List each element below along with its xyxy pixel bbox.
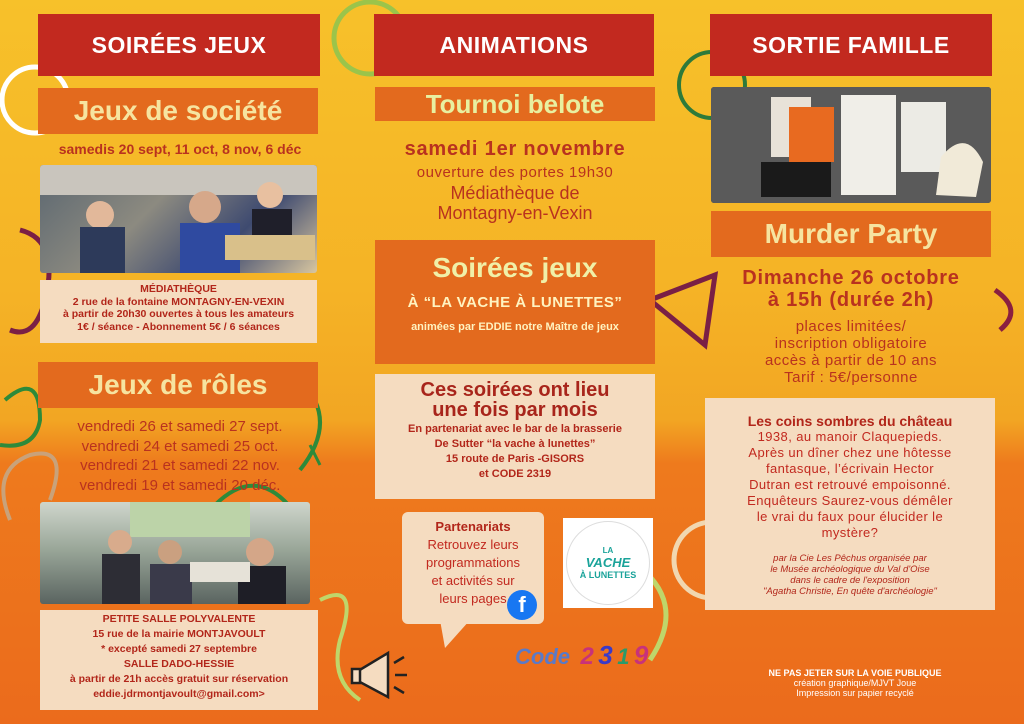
soirees-title: Soirées jeux	[432, 252, 598, 283]
title-tournoi-belote: Tournoi belote	[375, 87, 655, 121]
info-line: places limitées/	[795, 318, 907, 335]
mois-title: une fois par mois	[432, 399, 598, 421]
info-line: Montagny-en-Vexin	[437, 203, 593, 223]
soirees-place: À “LA VACHE À LUNETTES”	[407, 294, 623, 311]
logo-text: LA	[602, 546, 614, 555]
info-line: SALLE DADO-HESSIE	[123, 658, 235, 670]
info-line: à partir de 21h accès gratuit sur réservation	[69, 673, 289, 685]
photo-illustration	[40, 502, 310, 604]
story-credit	[705, 553, 995, 597]
header-soirees-jeux: SOIRÉES JEUX	[38, 14, 320, 76]
logo-text: 3	[598, 640, 613, 670]
info-line: eddie.jdrmontjavoult@gmail.com>	[93, 688, 265, 700]
date-line: à 15h (durée 2h)	[767, 289, 935, 311]
footer-line: NE PAS JETER SUR LA VOIE PUBLIQUE	[768, 668, 942, 678]
header-animations: ANIMATIONS	[374, 14, 654, 76]
roles-dates	[30, 417, 330, 495]
title-jeux-societe: Jeux de société	[38, 88, 318, 134]
info-line: Tarif : 5€/personne	[784, 369, 918, 386]
info-line: et CODE 2319	[478, 468, 552, 480]
text-line: leurs pages	[439, 591, 507, 606]
partners-title: Partenariats	[435, 519, 511, 534]
bubble-tail	[440, 620, 480, 650]
curl-decor	[995, 290, 1011, 330]
story-title: Les coins sombres du château	[747, 413, 953, 429]
text-line: Après un dîner chez une hôtesse	[748, 445, 952, 460]
date-line: vendredi 19 et samedi 20 déc.	[79, 476, 281, 494]
info-line: inscription obligatoire	[774, 335, 928, 352]
photo-jeux-societe	[40, 165, 317, 273]
societe-dates: samedis 20 sept, 11 oct, 8 nov, 6 déc	[58, 141, 302, 157]
mois-title: Ces soirées ont lieu	[420, 379, 610, 401]
text-line: 1938, au manoir Claquepieds.	[757, 429, 943, 444]
info-line: Médiathèque de	[450, 183, 580, 203]
info-line: PETITE SALLE POLYVALENTE	[102, 613, 256, 625]
credit-line: par la Cie Les Pêchus organisée par	[773, 553, 927, 564]
text-line: Enquêteurs Saurez-vous démêler	[747, 493, 953, 508]
date-line: vendredi 24 et samedi 25 oct.	[81, 437, 279, 455]
info-line: 15 rue de la mairie MONTJAVOULT	[92, 628, 266, 640]
logo-text: 1	[617, 644, 630, 669]
logo-text: À LUNETTES	[579, 570, 637, 580]
info-line: * excepté samedi 27 septembre	[101, 643, 257, 655]
murder-date	[705, 267, 997, 311]
megaphone-icon	[350, 645, 412, 707]
mois-box	[375, 374, 655, 499]
info-line: En partenariat avec le bar de la brasserie	[407, 423, 622, 435]
credit-line: "Agatha Christie, En quête d'archéologie"	[763, 586, 937, 597]
story-text	[705, 429, 995, 541]
societe-info-box	[40, 280, 317, 343]
text-line: fantasque, l’écrivain Hector	[766, 461, 934, 476]
date-line: Dimanche 26 octobre	[742, 267, 960, 289]
title-jeux-roles: Jeux de rôles	[38, 362, 318, 408]
info-line: ouverture des portes 19h30	[416, 164, 614, 181]
facebook-icon[interactable]: f	[507, 590, 537, 620]
murder-info	[705, 318, 997, 386]
date-line: vendredi 21 et samedi 22 nov.	[80, 457, 280, 474]
text-line: programmations	[426, 555, 520, 570]
text-line: et activités sur	[431, 573, 515, 588]
soirees-host: animées par EDDIE notre Maître de jeux	[411, 321, 619, 333]
info-line: MÉDIATHÈQUE	[140, 283, 217, 295]
vache-lunettes-logo	[563, 518, 653, 608]
date-line: vendredi 26 et samedi 27 sept.	[77, 418, 283, 435]
info-line: 2 rue de la fontaine MONTAGNY-EN-VEXIN	[72, 295, 285, 308]
info-line: à partir de 20h30 ouvertes à tous les amateurs	[62, 308, 295, 320]
info-line: 15 route de Paris -GISORS	[445, 453, 585, 465]
logo-text: VACHE	[585, 555, 631, 570]
credit-line: dans le cadre de l'exposition	[790, 575, 910, 586]
text-line: Dutran est retrouvé empoisonné.	[749, 477, 951, 492]
soirees-jeux-box	[375, 240, 655, 364]
roles-info-box	[40, 610, 318, 710]
photo-jeux-roles	[40, 502, 310, 604]
header-sortie-famille: SORTIE FAMILLE	[710, 14, 992, 76]
info-line: 1€ / séance - Abonnement 5€ / 6 séances	[77, 320, 280, 333]
logo-text: 2	[580, 643, 594, 670]
title-murder-party: Murder Party	[711, 211, 991, 257]
logo-text: Code	[515, 644, 570, 669]
footer-line: création graphique/MJVT Joue	[793, 678, 917, 688]
photo-illustration	[40, 165, 317, 273]
info-line: accès à partir de 10 ans	[764, 352, 938, 369]
belote-date: samedi 1er novembre	[404, 138, 626, 160]
info-line: De Sutter “la vache à lunettes”	[434, 438, 596, 450]
photo-murder-party	[711, 87, 991, 203]
footer-notice	[755, 668, 955, 698]
photo-illustration	[711, 87, 991, 203]
logo-text: 9	[633, 640, 649, 670]
text-line: mystère?	[821, 525, 879, 540]
code-2319-logo	[515, 640, 648, 671]
footer-line: Impression sur papier recyclé	[796, 688, 914, 698]
text-line: Retrouvez leurs	[427, 537, 519, 552]
credit-line: le Musée archéologique du Val d'Oise	[770, 564, 930, 575]
belote-info	[360, 163, 670, 223]
text-line: le vrai du faux pour élucider le	[756, 509, 944, 524]
story-box	[705, 398, 995, 610]
